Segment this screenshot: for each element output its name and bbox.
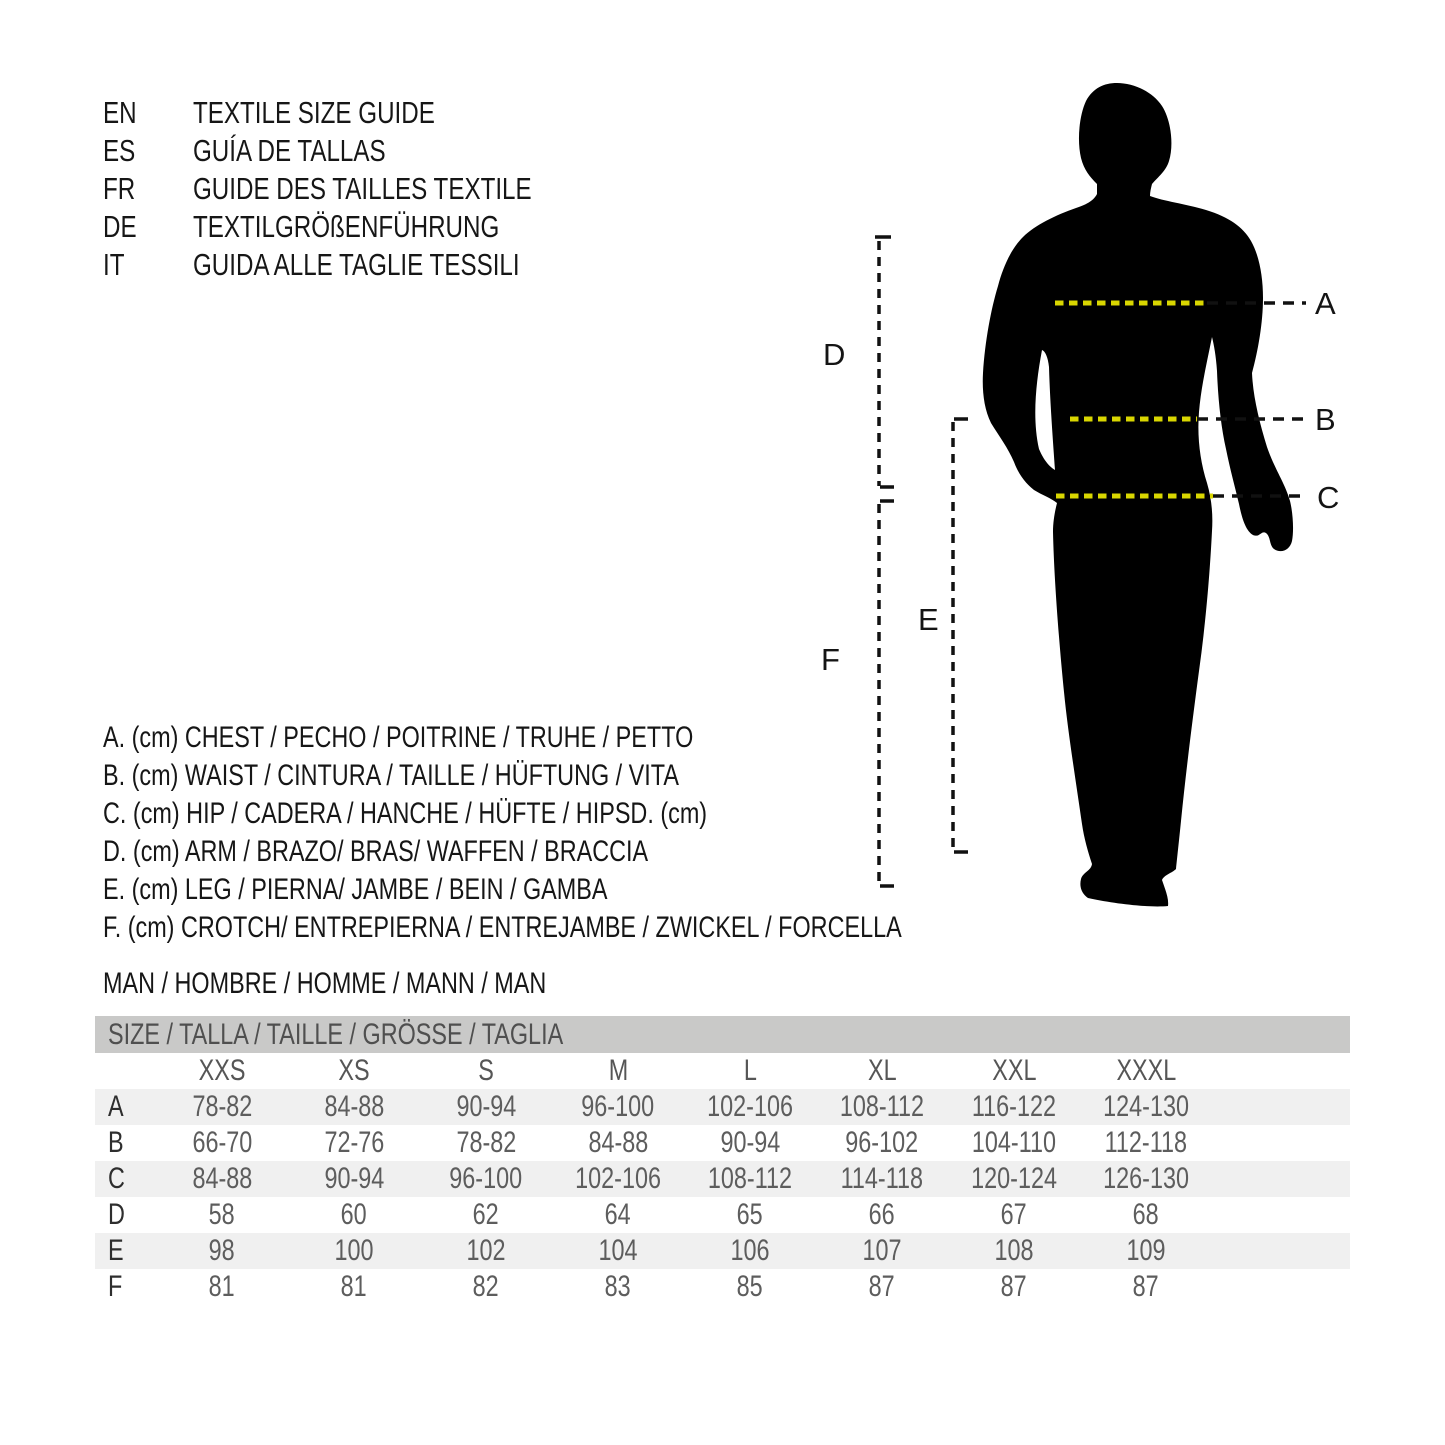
measure-label-chest: A [1315,286,1336,321]
table-cell-text: 98 [208,1234,236,1267]
table-cell-text: 81 [340,1270,368,1303]
table-cell-text: 64 [604,1198,632,1231]
legend-item-text: E. (cm) LEG / PIERNA/ JAMBE / BEIN / GAMBA [103,873,608,906]
table-cell-text: 104-110 [971,1126,1057,1159]
table-cell-text: 67 [1000,1198,1028,1231]
size-table-title: SIZE / TALLA / TAILLE / GRÖSSE / TAGLIA [108,1018,564,1051]
table-cell-text: 87 [1132,1270,1160,1303]
measure-label-waist: B [1315,402,1336,437]
table-cell-text: 104 [598,1234,638,1267]
table-cell-text: 108 [994,1234,1034,1267]
measure-label-hip: C [1317,480,1340,515]
language-code: DE [103,209,137,244]
row-label-text: F [108,1270,123,1303]
row-label-text: D [108,1198,125,1231]
table-cell-text: 102 [466,1234,506,1267]
table-cell-text: 96-100 [449,1162,523,1195]
table-cell-text: 87 [1000,1270,1028,1303]
row-label-text: C [108,1162,125,1195]
table-cell-text: 84-88 [324,1090,384,1123]
table-cell-text: 84-88 [192,1162,252,1195]
table-cell-text: 65 [736,1198,764,1231]
table-cell-text: 114-118 [840,1162,924,1195]
table-cell-text: M [608,1054,628,1087]
legend-item-text: A. (cm) CHEST / PECHO / POITRINE / TRUHE / PETTO [103,721,694,754]
legend-item-text: D. (cm) ARM / BRAZO/ BRAS/ WAFFEN / BRACCIA [103,835,649,868]
table-cell-text: 87 [868,1270,896,1303]
table-cell-text: 82 [472,1270,500,1303]
table-cell-text: 124-130 [1103,1090,1189,1123]
table-cell-text: 116-122 [971,1090,1057,1123]
language-title: TEXTILGRÖßENFÜHRUNG [193,209,500,244]
measure-label-arm: D [823,337,846,372]
language-code: ES [103,133,136,168]
table-cell-text: 100 [334,1234,374,1267]
leg-line [953,419,968,852]
table-cell-text: 126-130 [1103,1162,1189,1195]
table-cell-text: 78-82 [456,1126,516,1159]
language-title: GUIDA ALLE TAGLIE TESSILI [193,247,520,282]
table-cell-text: S [478,1054,494,1087]
legend-item-text: F. (cm) CROTCH/ ENTREPIERNA / ENTREJAMBE / ZWICKEL / FORCELLA [103,911,902,944]
language-code: EN [103,95,137,130]
table-cell-text: 108-112 [839,1090,925,1123]
legend-item-text: B. (cm) WAIST / CINTURA / TAILLE / HÜFTUNG / VITA [103,759,679,792]
table-cell-text: 109 [1126,1234,1166,1267]
table-cell-text: 102-106 [707,1090,793,1123]
language-code: FR [103,171,136,206]
table-cell-text: 96-100 [581,1090,655,1123]
table-cell-text: 90-94 [324,1162,384,1195]
table-cell-text: XS [338,1054,370,1087]
table-cell-text: XL [867,1054,897,1087]
language-title: GUÍA DE TALLAS [193,133,386,168]
table-cell-text: 68 [1132,1198,1160,1231]
table-cell-text: L [743,1054,757,1087]
language-title: TEXTILE SIZE GUIDE [193,95,435,130]
row-label-text: B [108,1126,124,1159]
table-cell-text: 84-88 [588,1126,648,1159]
table-cell-text: 90-94 [720,1126,780,1159]
table-cell-text: 106 [730,1234,770,1267]
language-title: GUIDE DES TAILLES TEXTILE [193,171,532,206]
table-cell-text: 108-112 [707,1162,793,1195]
table-cell-text: 66-70 [192,1126,252,1159]
table-cell-text: 96-102 [845,1126,919,1159]
table-cell-text: 102-106 [575,1162,661,1195]
category-line-text: MAN / HOMBRE / HOMME / MANN / MAN [103,967,547,1000]
table-cell-text: 58 [208,1198,236,1231]
table-cell-text: 83 [604,1270,632,1303]
table-cell-text: 81 [208,1270,236,1303]
arm-line [875,237,894,487]
measure-label-crotch: F [821,642,840,677]
measure-label-leg: E [918,602,939,637]
table-cell-text: 78-82 [192,1090,252,1123]
table-cell-text: 112-118 [1104,1126,1188,1159]
table-cell-text: 66 [868,1198,896,1231]
table-cell-text: 62 [472,1198,500,1231]
legend-item-text: C. (cm) HIP / CADERA / HANCHE / HÜFTE / HIPSD. (cm) [103,797,708,830]
table-cell-text: 120-124 [971,1162,1057,1195]
language-code: IT [103,247,125,282]
man-silhouette [983,83,1293,906]
table-cell-text: 107 [862,1234,902,1267]
table-cell-text: 85 [736,1270,764,1303]
table-cell-text: 60 [340,1198,368,1231]
table-cell-text: XXL [991,1054,1037,1087]
table-cell-text: XXXL [1116,1054,1176,1087]
table-cell-text: 72-76 [324,1126,384,1159]
table-cell-text: XXS [198,1054,246,1087]
crotch-line [879,501,894,886]
row-label-text: E [108,1234,124,1267]
row-label-text: A [108,1090,124,1123]
table-cell-text: 90-94 [456,1090,516,1123]
